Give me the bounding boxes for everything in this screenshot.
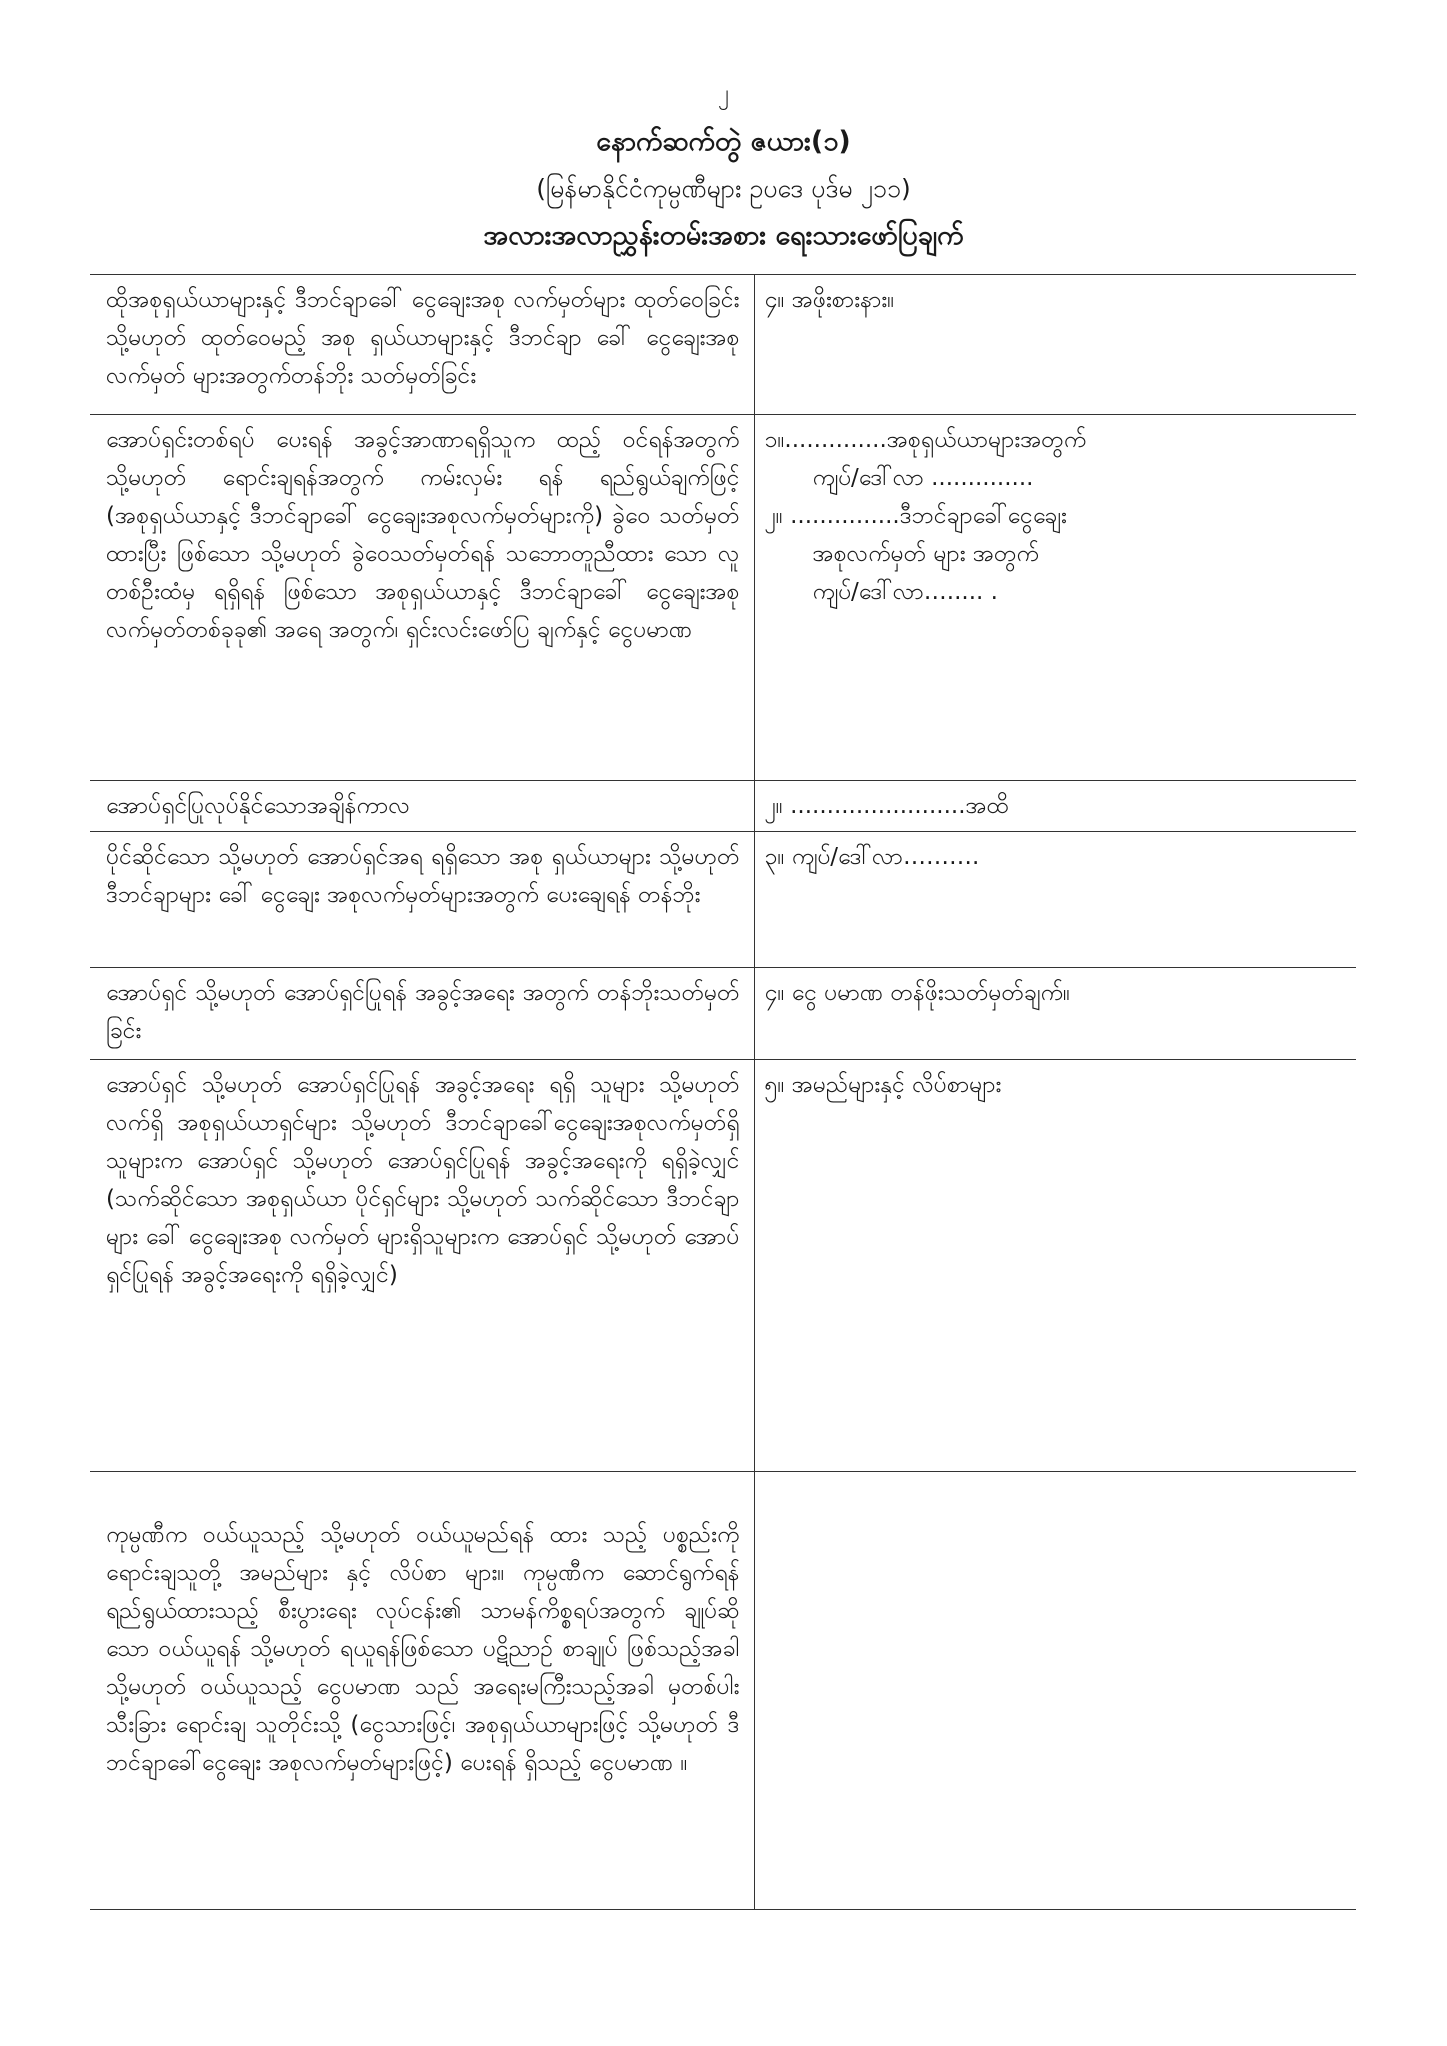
entry-line: အစုလက်မှတ် များ အတွက် — [812, 541, 1039, 567]
row-entry — [754, 1472, 1356, 1910]
entry-line: ၁။..............အစုရှယ်ယာများအတွက် — [764, 427, 1087, 453]
row-description: ထိုအစုရှယ်ယာများနှင့် ဒီဘင်ချာခေါ် ငွေချေးအစု လက်မှတ်များ ထုတ်ဝေခြင်း သို့မဟုတ် ထုတ်ဝေမည့် အစု ရှယ်ယာများနှင့် ဒီဘင်ချာ ခေါ် ငွေချေးအစု လက်မှတ် များအတွက်တန်ဘိုး သတ်မှတ်ခြင်း — [90, 275, 754, 415]
table-row — [90, 1060, 1356, 1472]
table-row — [90, 415, 1356, 781]
row-entry — [754, 275, 1356, 415]
statement-table — [90, 274, 1356, 1910]
row-entry — [754, 781, 1356, 832]
document-header — [0, 118, 1447, 260]
table-row — [90, 1472, 1356, 1910]
row-description: ကုမ္ပဏီက ဝယ်ယူသည့် သို့မဟုတ် ဝယ်ယူမည်ရန် ထား သည့် ပစ္စည်းကို ရောင်းချသူတို့ အမည်များ နှင့် လိပ်စာ များ။ ကုမ္ပဏီက ဆောင်ရွက်ရန် ရည်ရွယ်ထားသည့် စီးပွားရေး လုပ်ငန်း၏ သာမန်ကိစ္စရပ်အတွက် ချုပ်ဆို သော ဝယ်ယူရန် သို့မဟုတ် ရယူရန်ဖြစ်သော ပဋိညာဉ် စာချုပ် ဖြစ်သည့်အခါ သို့မဟုတ် ဝယ်ယူသည့် ငွေပမာဏ သည် အရေးမကြီးသည့်အခါ မှတစ်ပါး သီးခြား ရောင်းချ သူတိုင်းသို့ (ငွေသားဖြင့်၊ အစုရှယ်ယာများဖြင့် သို့မဟုတ် ဒီဘင်ချာခေါ်ငွေချေး အစုလက်မှတ်များဖြင့်) ပေးရန် ရှိသည့် ငွေပမာဏ ။ — [90, 1472, 754, 1910]
entry-line: ၅။ အမည်များနှင့် လိပ်စာများ — [764, 1072, 1002, 1098]
law-reference: (မြန်မာနိုင်ငံကုမ္ပဏီများ ဥပဒေ ပုဒ်မ ၂၁၁) — [536, 174, 911, 203]
row-description: အောပ်ရှင်းတစ်ရပ် ပေးရန် အခွင့်အာဏာရရှိသူက ထည့် ဝင်ရန်အတွက် သို့မဟုတ် ရောင်းချရန်အတွက် ကမ်းလှမ်း ရန် ရည်ရွယ်ချက်ဖြင့် (အစုရှယ်ယာနှင့် ဒီဘင်ချာခေါ် ငွေချေးအစုလက်မှတ်များကို) ခွဲဝေ သတ်မှတ်ထားပြီး ဖြစ်သော သို့မဟုတ် ခွဲဝေသတ်မှတ်ရန် သဘောတူညီထား သော လူတစ်ဦးထံမှ ရရှိရန် ဖြစ်သော အစုရှယ်ယာနှင့် ဒီဘင်ချာခေါ် ငွေချေးအစု လက်မှတ်တစ်ခုခု၏ အရေ အတွက်၊ ရှင်းလင်းဖော်ပြ ချက်နှင့် ငွေပမာဏ — [90, 415, 754, 781]
entry-line: ၂။ ........................အထိ — [764, 793, 1009, 819]
statement-heading: အလားအလာညွှန်းတမ်းအစား ရေးသားဖော်ပြချက် — [483, 220, 964, 251]
row-entry — [754, 968, 1356, 1060]
entry-line: ၄။ ငွေ ပမာဏ တန်ဖိုးသတ်မှတ်ချက်။ — [764, 980, 1070, 1006]
row-description: အောပ်ရှင် သို့မဟုတ် အောပ်ရှင်ပြုရန် အခွင့်အရေး အတွက် တန်ဘိုးသတ်မှတ်ခြင်း — [90, 968, 754, 1060]
table-row — [90, 968, 1356, 1060]
row-description: အောပ်ရှင် သို့မဟုတ် အောပ်ရှင်ပြုရန် အခွင့်အရေး ရရှိ သူများ သို့မဟုတ် လက်ရှိ အစုရှယ်ယာရှင်များ သို့မဟုတ် ဒီဘင်ချာခေါ်ငွေချေးအစုလက်မှတ်ရှိသူများက အောပ်ရှင် သို့မဟုတ် အောပ်ရှင်ပြုရန် အခွင့်အရေးကို ရရှိခဲ့လျှင် (သက်ဆိုင်သော အစုရှယ်ယာ ပိုင်ရှင်များ သို့မဟုတ် သက်ဆိုင်သော ဒီဘင်ချာများ ခေါ် ငွေချေးအစု လက်မှတ် များရှိသူများက အောပ်ရှင် သို့မဟုတ် အောပ်ရှင်ပြုရန် အခွင့်အရေးကို ရရှိခဲ့လျှင်) — [90, 1060, 754, 1472]
page-number: ၂ — [718, 81, 729, 106]
entry-line: ၄။ အဖိုးစားနား။ — [764, 287, 895, 313]
row-entry — [754, 1060, 1356, 1472]
table-row — [90, 275, 1356, 415]
table-row — [90, 832, 1356, 968]
schedule-title: နောက်ဆက်တွဲ ဇယား(၁) — [596, 126, 851, 157]
row-entry — [754, 415, 1356, 781]
entry-line: ကျပ်/ဒေါ်လာ…..... . — [812, 579, 998, 605]
row-description: ပိုင်ဆိုင်သော သို့မဟုတ် အောပ်ရှင်အရ ရရှိသော အစု ရှယ်ယာများ သို့မဟုတ် ဒီဘင်ချာများ ခေါ် ငွေချေး အစုလက်မှတ်များအတွက် ပေးချေရန် တန်ဘိုး — [90, 832, 754, 968]
entry-line: ကျပ်/ဒေါ်လာ .............. — [812, 465, 1034, 491]
table-row — [90, 781, 1356, 832]
row-description: အောပ်ရှင်ပြုလုပ်နိုင်သောအချိန်ကာလ — [90, 781, 754, 832]
entry-line: ၂။ ...............ဒီဘင်ချာခေါ်ငွေချေး — [764, 503, 1067, 529]
row-entry — [754, 832, 1356, 968]
entry-line: ၃။ ကျပ်/ဒေါ်လာ………. — [764, 844, 980, 870]
